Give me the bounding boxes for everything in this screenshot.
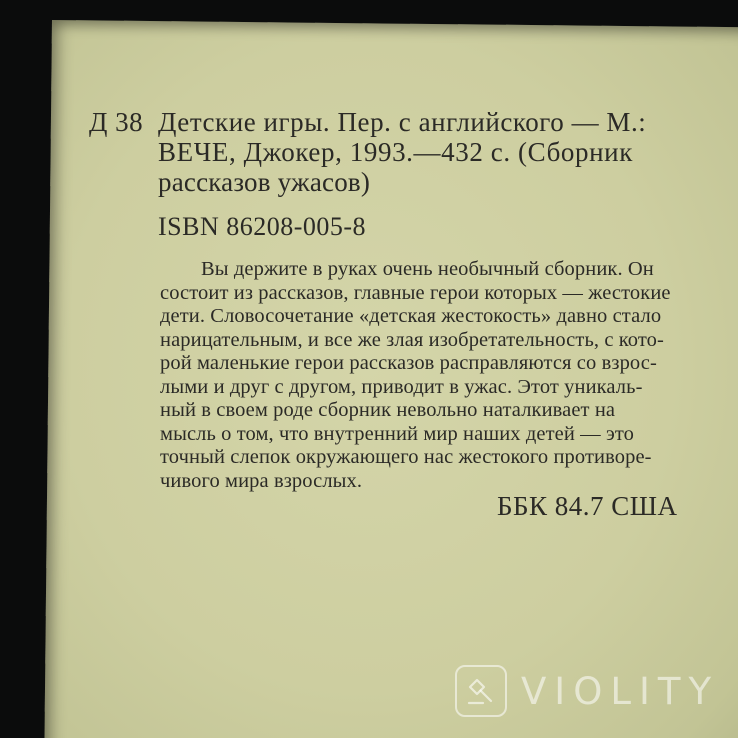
bibliographic-entry: [158, 107, 646, 197]
abstract-paragraph: [160, 258, 671, 493]
bbk-classification: ББК 84.7 США: [497, 491, 678, 521]
isbn-number: ISBN 86208-005-8: [158, 212, 367, 241]
catalog-code: Д 38: [89, 107, 144, 137]
abstract-line: нарицательным, и все же злая изобретательность, с кото-: [160, 328, 664, 351]
abstract-line: состоит из рассказов, главные герои которых — жестокие: [160, 281, 671, 304]
abstract-line: Вы держите в руках очень необычный сборник. Он: [201, 258, 654, 280]
abstract-line: чивого мира взрослых.: [160, 469, 363, 492]
bibliography-line: Детские игры. Пер. с английского — М.:: [158, 107, 647, 137]
abstract-line: лыми и друг с другом, приводит в ужас. Этот уникаль-: [160, 375, 643, 398]
violity-watermark: [455, 662, 719, 720]
bibliography-line: ВЕЧЕ, Джокер, 1993.—432 с. (Сборник: [158, 137, 633, 167]
abstract-line: мысль о том, что внутренний мир наших детей — это: [160, 422, 634, 445]
abstract-line: ный в своем роде сборник невольно наталкивает на: [160, 399, 616, 421]
hammer-icon: [455, 665, 507, 717]
abstract-line: рой маленькие герои рассказов расправляются со взрос-: [160, 352, 657, 374]
watermark-text: VIOLITY: [521, 669, 720, 713]
abstract-line: дети. Словосочетание «детская жестокость» давно стало: [160, 305, 662, 327]
bibliography-line: рассказов ужасов): [158, 167, 371, 197]
abstract-line: точный слепок окружающего нас жестокого противоре-: [160, 446, 652, 468]
